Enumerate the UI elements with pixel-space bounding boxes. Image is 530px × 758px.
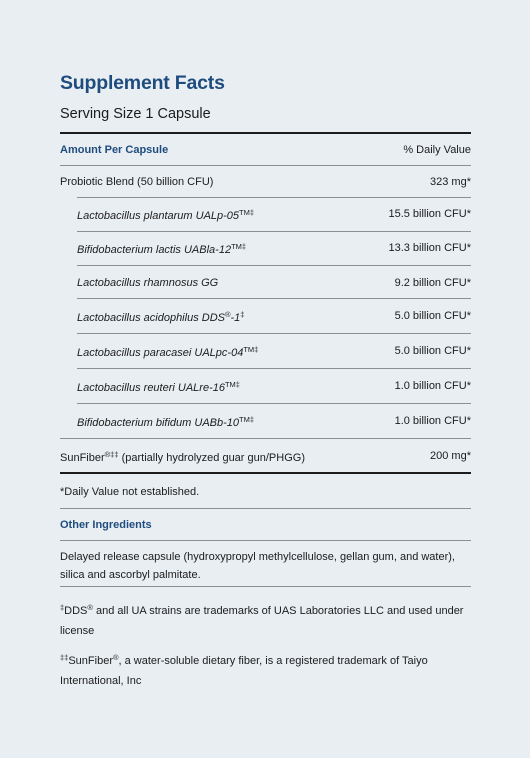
strain-name: Lactobacillus reuteri UALre-$16^{TM\ddagger}$ [77,380,240,394]
divider [60,508,471,509]
strain-amount: 1.0 billion CFU* [394,415,471,427]
thick-divider [60,132,471,134]
thick-divider [60,472,471,474]
daily-value-label: % Daily Value [403,144,471,156]
divider [60,438,471,439]
strain-amount: 5.0 billion CFU* [394,310,471,322]
divider [77,403,471,404]
strain-amount: 13.3 billion CFU* [388,242,471,254]
divider [77,333,471,334]
serving-size: Serving Size 1 Capsule [60,106,211,122]
strain-name: Bifidobacterium lactis UABla-$12^{TM\ddagger}$ [77,242,247,256]
divider [60,165,471,166]
strain-amount: 5.0 billion CFU* [394,345,471,357]
divider [77,197,471,198]
strain-name: Lactobacillus paracasei UALpc-$04^{TM\ddagger}$ [77,345,259,359]
divider [77,368,471,369]
strain-name: Lactobacillus plantarum UALp-$05^{TM\ddagger}$ [77,208,255,222]
divider [60,586,471,587]
page-title: Supplement Facts [60,72,225,94]
blend-name: Probiotic Blend (50 billion CFU) [60,176,214,188]
amount-per-capsule-label: Amount Per Capsule [60,144,169,156]
other-ingredients-text: Delayed release capsule (hydroxypropyl methylcellulose, gellan gum, and water), silica and ascorbyl palmitate. [60,551,455,581]
divider [60,540,471,541]
strain-amount: 1.0 billion CFU* [394,380,471,392]
footnote-sunfiber: ‡‡SunFiber®, a water-soluble dietary fiber, is a registered trademark of Taiyo International, Inc [60,653,428,687]
fiber-name: SunFiber®‡‡ (partially hydrolyzed guar gun/PHGG) [60,450,305,464]
strain-amount: 9.2 billion CFU* [394,277,471,289]
strain-name: Lactobacillus acidophilus DDS®-1‡ [77,310,245,324]
footnote-trademark: ‡DDS® and all UA strains are trademarks of UAS Laboratories LLC and used under license [60,603,464,637]
strain-amount: 15.5 billion CFU* [388,208,471,220]
divider [77,265,471,266]
divider [77,298,471,299]
strain-name: Lactobacillus rhamnosus GG [77,277,219,289]
fiber-amount: 200 mg* [430,450,471,462]
divider [77,231,471,232]
strain-name: Bifidobacterium bifidum UABb-$10^{TM\ddagger}$ [77,415,255,429]
blend-amount: 323 mg* [430,176,471,188]
